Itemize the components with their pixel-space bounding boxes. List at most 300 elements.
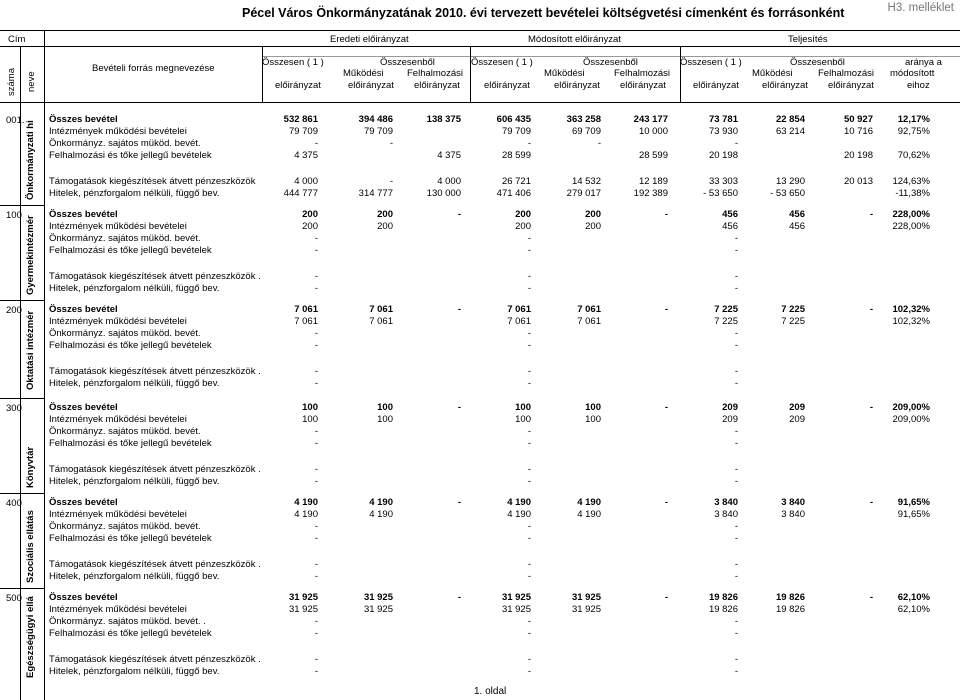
row-label: Intézmények működési bevételei <box>49 126 187 137</box>
cell-value: - <box>314 628 318 639</box>
table-row-intezmenyek-mukodesi <box>0 414 960 426</box>
cell-value: - <box>314 378 318 389</box>
cell-value: 31 925 <box>501 604 531 615</box>
section-code: 001. <box>6 115 25 126</box>
cell-value: 456 <box>722 209 738 220</box>
cell-value: 20 198 <box>708 150 738 161</box>
row-label: Intézmények működési bevételei <box>49 604 187 615</box>
cell-value: 4 190 <box>577 497 601 508</box>
cell-value: 363 258 <box>566 114 601 125</box>
cell-value: - <box>457 592 461 603</box>
table-row-onkormanyz-sajatos <box>0 426 960 438</box>
cell-value: 3 840 <box>714 497 738 508</box>
cell-value: - <box>869 497 873 508</box>
cell-value: - <box>527 559 531 570</box>
cell-value: 124,63% <box>892 176 930 187</box>
cell-value: - <box>664 304 668 315</box>
cell-value: 33 303 <box>708 176 738 187</box>
cell-value: 100 <box>377 402 393 413</box>
header-mukodesi: Működési <box>544 68 585 79</box>
cell-value: - <box>457 209 461 220</box>
cell-value: 7 225 <box>781 316 805 327</box>
cell-value: - <box>314 616 318 627</box>
header-eihoz: eihoz <box>907 80 930 91</box>
cell-value: - <box>389 176 393 187</box>
section-code: 300 <box>6 403 22 414</box>
header-osszesenbol: Összesenből <box>380 57 435 68</box>
header-sep <box>470 46 471 102</box>
cell-value: 192 389 <box>633 188 668 199</box>
cell-value: - <box>527 271 531 282</box>
section-code: 100 <box>6 210 22 221</box>
cell-value: 3 840 <box>714 509 738 520</box>
row-label: Hitelek, pénzforgalom nélküli, függő bev. <box>49 188 220 199</box>
cell-value: -11,38% <box>895 188 930 199</box>
table-row-osszes-bevetel <box>0 304 960 316</box>
cell-value: - <box>869 402 873 413</box>
cell-value: 100 <box>302 402 318 413</box>
cell-value: 20 013 <box>843 176 873 187</box>
cell-value: - <box>527 438 531 449</box>
cell-value: - <box>527 628 531 639</box>
row-label: Hitelek, pénzforgalom nélküli, függő bev. <box>49 666 220 677</box>
cell-value: 92,75% <box>897 126 930 137</box>
header-neve: neve <box>26 71 37 92</box>
cell-value: - <box>314 340 318 351</box>
cell-value: - <box>314 245 318 256</box>
cell-value: 456 <box>722 221 738 232</box>
table-row-spacer <box>0 352 960 364</box>
cell-value: 4 190 <box>294 497 318 508</box>
cell-value: 79 709 <box>501 126 531 137</box>
header-eloiranyzat: előirányzat <box>620 80 666 91</box>
cell-value: - <box>734 559 738 570</box>
cell-value: - <box>457 304 461 315</box>
section-name: Szociális ellátás <box>25 510 36 583</box>
table-row-hitelek <box>0 476 960 488</box>
cell-value: 209 <box>722 414 738 425</box>
table-row-felhalmozasi <box>0 245 960 257</box>
header-sep <box>262 46 263 102</box>
cell-value: 100 <box>515 414 531 425</box>
header-eloiranyzat: előirányzat <box>762 80 808 91</box>
cell-value: - <box>527 426 531 437</box>
page-footer: 1. oldal <box>474 686 507 697</box>
table-row-hitelek <box>0 283 960 295</box>
cell-value: - <box>734 521 738 532</box>
page-title: Pécel Város Önkormányzatának 2010. évi tervezett bevételei költségvetési címenként és forrásonként <box>242 6 845 20</box>
cell-value: - <box>734 245 738 256</box>
header-eloiranyzat: előirányzat <box>275 80 321 91</box>
cell-value: - <box>734 426 738 437</box>
cell-value: - <box>314 666 318 677</box>
row-label: Támogatások kiegészítések átvett pénzeszközök <box>49 176 256 187</box>
cell-value: 4 190 <box>507 497 531 508</box>
table-row-tamogatasok <box>0 559 960 571</box>
cell-value: 4 000 <box>294 176 318 187</box>
header-group-modositott: Módosított előirányzat <box>528 34 621 45</box>
cell-value: 444 777 <box>283 188 318 199</box>
table-row-felhalmozasi <box>0 628 960 640</box>
table-row-tamogatasok <box>0 464 960 476</box>
row-label: Felhalmozási és tőke jellegű bevételek <box>49 533 212 544</box>
cell-value: 7 061 <box>369 304 393 315</box>
cell-value: 62,10% <box>897 592 930 603</box>
cell-value: - <box>527 666 531 677</box>
table-row-osszes-bevetel <box>0 592 960 604</box>
cell-value: - <box>734 654 738 665</box>
cell-value: 7 061 <box>507 304 531 315</box>
cell-value: - <box>314 476 318 487</box>
cell-value: 31 925 <box>288 604 318 615</box>
table-row-osszes-bevetel <box>0 402 960 414</box>
table-row-onkormanyz-sajatos <box>0 328 960 340</box>
cell-value: 200 <box>515 209 531 220</box>
header-sep <box>680 46 681 102</box>
cell-value: - <box>527 521 531 532</box>
section-divider <box>0 300 44 301</box>
cell-value: - <box>314 271 318 282</box>
cell-value: 7 061 <box>294 316 318 327</box>
section-code: 400 <box>6 498 22 509</box>
cell-value: 228,00% <box>892 221 930 232</box>
cell-value: 100 <box>515 402 531 413</box>
header-osszesenbol: Összesenből <box>790 57 845 68</box>
row-label: Hitelek, pénzforgalom nélküli, függő bev. <box>49 378 220 389</box>
section-name: Oktatási intézmér <box>25 310 36 390</box>
cell-value: - <box>734 271 738 282</box>
cell-value: - <box>734 283 738 294</box>
table-row-hitelek <box>0 378 960 390</box>
cell-value: 69 709 <box>571 126 601 137</box>
header-eloiranyzat: előirányzat <box>828 80 874 91</box>
table-row-tamogatasok <box>0 176 960 188</box>
table-row-osszes-bevetel <box>0 114 960 126</box>
cell-value: 456 <box>789 209 805 220</box>
table-row-tamogatasok <box>0 366 960 378</box>
cell-value: 20 198 <box>843 150 873 161</box>
cell-value: - <box>314 521 318 532</box>
cell-value: 4 375 <box>437 150 461 161</box>
table-row-intezmenyek-mukodesi <box>0 509 960 521</box>
cell-value: - <box>734 340 738 351</box>
row-label: Önkormányz. sajátos müköd. bevét. . <box>49 616 206 627</box>
cell-value: 73 781 <box>708 114 738 125</box>
table-row-onkormanyz-sajatos <box>0 233 960 245</box>
cell-value: 7 225 <box>781 304 805 315</box>
cell-value: - <box>314 654 318 665</box>
header-group-eredeti: Eredeti előirányzat <box>330 34 409 45</box>
section-divider <box>0 205 44 206</box>
cell-value: - <box>734 233 738 244</box>
cell-value: 4 190 <box>507 509 531 520</box>
row-label: Felhalmozási és tőke jellegű bevételek <box>49 628 212 639</box>
cell-value: - <box>314 283 318 294</box>
table-row-spacer <box>0 450 960 462</box>
cell-value: - <box>389 138 393 149</box>
cell-value: - <box>734 571 738 582</box>
cell-value: - <box>734 464 738 475</box>
cell-value: 4 190 <box>577 509 601 520</box>
column-divider <box>20 46 21 102</box>
cell-value: 209 <box>789 402 805 413</box>
cell-value: - <box>664 592 668 603</box>
row-label: Támogatások kiegészítések átvett pénzeszközök . <box>49 366 261 377</box>
cell-value: - <box>314 426 318 437</box>
section-name: Gyermekintézmér <box>25 215 36 295</box>
cell-value: - <box>734 328 738 339</box>
cell-value: 100 <box>585 402 601 413</box>
header-mukodesi: Működési <box>752 68 793 79</box>
row-label: Összes bevétel <box>49 402 118 413</box>
cell-value: 14 532 <box>571 176 601 187</box>
header-osszesen: Összesen ( 1 ) <box>680 57 742 68</box>
section-name: Önkormányzati hi <box>25 120 36 200</box>
cell-value: - <box>527 616 531 627</box>
table-row-felhalmozasi <box>0 150 960 162</box>
section-divider <box>0 398 44 399</box>
cell-value: 31 925 <box>501 592 531 603</box>
cell-value: 31 925 <box>363 592 393 603</box>
header-mukodesi: Működési <box>343 68 384 79</box>
header-source-label: Bevételi forrás megnevezése <box>92 63 215 74</box>
cell-value: 130 000 <box>426 188 461 199</box>
cell-value: - <box>527 138 531 149</box>
section-code: 500 <box>6 593 22 604</box>
cell-value: 7 061 <box>294 304 318 315</box>
cell-value: 31 925 <box>363 604 393 615</box>
cell-value: 4 375 <box>294 150 318 161</box>
table-row-tamogatasok <box>0 654 960 666</box>
table-row-spacer <box>0 162 960 174</box>
cell-value: - <box>527 233 531 244</box>
cell-value: 50 927 <box>843 114 873 125</box>
cell-value: - <box>734 476 738 487</box>
cell-value: 200 <box>515 221 531 232</box>
column-divider <box>44 30 45 102</box>
cell-value: 200 <box>302 209 318 220</box>
header-cim: Cím <box>8 34 26 45</box>
row-label: Felhalmozási és tőke jellegű bevételek <box>49 150 212 161</box>
table-row-felhalmozasi <box>0 438 960 450</box>
table-row-onkormanyz-sajatos <box>0 521 960 533</box>
cell-value: - 53 650 <box>703 188 738 199</box>
row-label: Önkormányz. sajátos müköd. bevét. <box>49 328 201 339</box>
cell-value: 7 061 <box>507 316 531 327</box>
header-group-teljesites: Teljesítés <box>788 34 828 45</box>
header-felhalmozasi: Felhalmozási <box>407 68 463 79</box>
table-row-osszes-bevetel <box>0 497 960 509</box>
cell-value: - <box>869 592 873 603</box>
table-row-hitelek <box>0 666 960 678</box>
cell-value: - <box>869 209 873 220</box>
cell-value: 31 925 <box>571 592 601 603</box>
cell-value: - <box>527 533 531 544</box>
header-osszesen: Összesen ( 1 ) <box>471 57 533 68</box>
cell-value: 31 925 <box>288 592 318 603</box>
cell-value: 200 <box>377 221 393 232</box>
cell-value: 26 721 <box>501 176 531 187</box>
cell-value: - <box>314 138 318 149</box>
cell-value: 79 709 <box>363 126 393 137</box>
cell-value: - <box>734 533 738 544</box>
row-label: Összes bevétel <box>49 592 118 603</box>
section-name: Egészségügyi ellá <box>25 596 36 678</box>
cell-value: 4 190 <box>369 497 393 508</box>
cell-value: 209,00% <box>892 402 930 413</box>
cell-value: 394 486 <box>358 114 393 125</box>
cell-value: 19 826 <box>775 604 805 615</box>
cell-value: 606 435 <box>496 114 531 125</box>
header-felhalmozasi: Felhalmozási <box>614 68 670 79</box>
cell-value: - <box>527 654 531 665</box>
cell-value: - <box>314 559 318 570</box>
cell-value: 91,65% <box>897 509 930 520</box>
cell-value: 3 840 <box>781 497 805 508</box>
row-label: Felhalmozási és tőke jellegű bevételek <box>49 245 212 256</box>
row-label: Hitelek, pénzforgalom nélküli, függő bev. <box>49 571 220 582</box>
cell-value: 209 <box>722 402 738 413</box>
cell-value: - 53 650 <box>770 188 805 199</box>
cell-value: 31 925 <box>571 604 601 615</box>
row-label: Összes bevétel <box>49 497 118 508</box>
cell-value: - <box>734 366 738 377</box>
cell-value: 13 290 <box>775 176 805 187</box>
cell-value: 62,10% <box>897 604 930 615</box>
header-bottom-border <box>0 102 960 103</box>
cell-value: 200 <box>585 209 601 220</box>
annex-label: H3. melléklet <box>887 2 954 14</box>
cell-value: 7 061 <box>577 316 601 327</box>
row-label: Önkormányz. sajátos müköd. bevét. <box>49 138 201 149</box>
cell-value: - <box>597 138 601 149</box>
table-row-intezmenyek-mukodesi <box>0 316 960 328</box>
cell-value: 7 061 <box>577 304 601 315</box>
cell-value: 200 <box>302 221 318 232</box>
row-label: Összes bevétel <box>49 209 118 220</box>
row-label: Összes bevétel <box>49 304 118 315</box>
cell-value: - <box>527 245 531 256</box>
cell-value: - <box>664 209 668 220</box>
cell-value: 10 716 <box>843 126 873 137</box>
table-row-onkormanyz-sajatos <box>0 138 960 150</box>
row-label: Intézmények működési bevételei <box>49 316 187 327</box>
cell-value: - <box>734 666 738 677</box>
cell-value: 10 000 <box>638 126 668 137</box>
cell-value: 63 214 <box>775 126 805 137</box>
header-aranya-a: aránya a <box>905 57 942 68</box>
cell-value: - <box>734 628 738 639</box>
cell-value: 456 <box>789 221 805 232</box>
cell-value: - <box>314 328 318 339</box>
cell-value: 3 840 <box>781 509 805 520</box>
row-label: Támogatások kiegészítések átvett pénzeszközök . <box>49 464 261 475</box>
header-eloiranyzat: előirányzat <box>554 80 600 91</box>
cell-value: 12 189 <box>638 176 668 187</box>
header-divider <box>0 46 960 47</box>
header-eloiranyzat: előirányzat <box>693 80 739 91</box>
cell-value: - <box>664 497 668 508</box>
cell-value: - <box>314 464 318 475</box>
section-divider <box>0 493 44 494</box>
header-eloiranyzat: előirányzat <box>484 80 530 91</box>
cell-value: 138 375 <box>426 114 461 125</box>
table-row-hitelek <box>0 571 960 583</box>
cell-value: - <box>664 402 668 413</box>
cell-value: 209,00% <box>892 414 930 425</box>
table-row-intezmenyek-mukodesi <box>0 126 960 138</box>
cell-value: 73 930 <box>708 126 738 137</box>
cell-value: 7 225 <box>714 316 738 327</box>
cell-value: 209 <box>789 414 805 425</box>
cell-value: - <box>734 378 738 389</box>
cell-value: - <box>314 533 318 544</box>
cell-value: - <box>527 340 531 351</box>
row-label: Felhalmozási és tőke jellegű bevételek <box>49 438 212 449</box>
cell-value: 243 177 <box>633 114 668 125</box>
cell-value: 70,62% <box>897 150 930 161</box>
table-row-onkormanyz-sajatos <box>0 616 960 628</box>
header-felhalmozasi: Felhalmozási <box>818 68 874 79</box>
cell-value: - <box>527 476 531 487</box>
cell-value: 200 <box>585 221 601 232</box>
cell-value: - <box>527 328 531 339</box>
cell-value: 7 225 <box>714 304 738 315</box>
cell-value: - <box>527 283 531 294</box>
cell-value: - <box>314 233 318 244</box>
cell-value: 200 <box>377 209 393 220</box>
row-label: Hitelek, pénzforgalom nélküli, függő bev. <box>49 476 220 487</box>
cell-value: - <box>734 438 738 449</box>
cell-value: 28 599 <box>638 150 668 161</box>
cell-value: 102,32% <box>892 316 930 327</box>
table-row-felhalmozasi <box>0 340 960 352</box>
cell-value: 100 <box>585 414 601 425</box>
table-row-felhalmozasi <box>0 533 960 545</box>
cell-value: 532 861 <box>283 114 318 125</box>
cell-value: - <box>734 616 738 627</box>
cell-value: 314 777 <box>358 188 393 199</box>
cell-value: 4 000 <box>437 176 461 187</box>
cell-value: 91,65% <box>897 497 930 508</box>
cell-value: 4 190 <box>294 509 318 520</box>
cell-value: - <box>457 497 461 508</box>
section-name: Könyvtár <box>25 446 36 488</box>
table-row-spacer <box>0 640 960 652</box>
row-label: Intézmények működési bevételei <box>49 414 187 425</box>
row-label: Támogatások kiegészítések átvett pénzeszközök . <box>49 559 261 570</box>
table-row-spacer <box>0 257 960 269</box>
cell-value: 22 854 <box>775 114 805 125</box>
cell-value: 279 017 <box>566 188 601 199</box>
header-szama: száma <box>6 68 17 96</box>
cell-value: 28 599 <box>501 150 531 161</box>
header-eloiranyzat: előirányzat <box>348 80 394 91</box>
table-row-hitelek <box>0 188 960 200</box>
cell-value: - <box>869 304 873 315</box>
header-modositott: módosított <box>890 68 935 79</box>
cell-value: - <box>457 402 461 413</box>
cell-value: - <box>527 464 531 475</box>
table-row-spacer <box>0 545 960 557</box>
cell-value: - <box>527 366 531 377</box>
section-code: 200 <box>6 305 22 316</box>
cell-value: 19 826 <box>708 604 738 615</box>
cell-value: - <box>314 366 318 377</box>
header-eloiranyzat: előirányzat <box>414 80 460 91</box>
table-row-intezmenyek-mukodesi <box>0 604 960 616</box>
row-label: Önkormányz. sajátos müköd. bevét. <box>49 521 201 532</box>
